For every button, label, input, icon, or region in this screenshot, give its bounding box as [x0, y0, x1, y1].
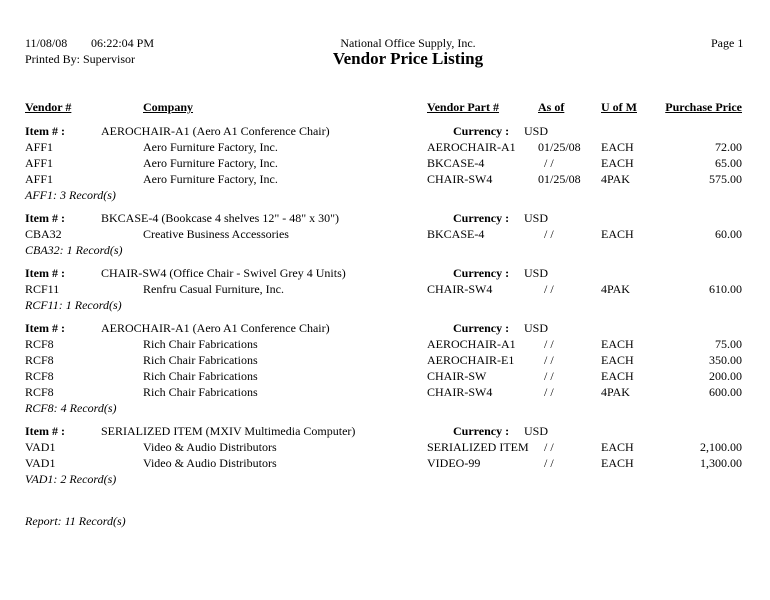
cell-vendor: VAD1 [25, 456, 56, 470]
cell-vendor: RCF8 [25, 353, 54, 367]
cell-part: AEROCHAIR-A1 [427, 337, 516, 351]
cell-part: BKCASE-4 [427, 227, 485, 241]
cell-part: BKCASE-4 [427, 156, 485, 170]
price-row [0, 369, 770, 385]
cell-company: Video & Audio Distributors [143, 456, 277, 470]
print-date: 11/08/08 [25, 36, 68, 50]
group-record-count: RCF11: 1 Record(s) [25, 298, 122, 312]
cell-company: Rich Chair Fabrications [143, 353, 258, 367]
cell-vendor: RCF8 [25, 385, 54, 399]
cell-part: SERIALIZED ITEM [427, 440, 529, 454]
vendor-group [0, 266, 770, 314]
report-record-count: Report: 11 Record(s) [25, 514, 126, 528]
cell-company: Aero Furniture Factory, Inc. [143, 172, 278, 186]
cell-asof: 01/25/08 [538, 140, 581, 154]
cell-asof: / / [538, 353, 554, 367]
group-footer-row [0, 401, 770, 417]
item-number-label: Item # : [25, 211, 65, 225]
cell-price: 75.00 [715, 337, 742, 351]
item-number-label: Item # : [25, 424, 65, 438]
cell-uom: EACH [601, 337, 634, 351]
cell-price: 575.00 [709, 172, 742, 186]
cell-company: Rich Chair Fabrications [143, 337, 258, 351]
cell-uom: EACH [601, 156, 634, 170]
cell-vendor: AFF1 [25, 156, 54, 170]
cell-asof: / / [538, 456, 554, 470]
cell-part: AEROCHAIR-A1 [427, 140, 516, 154]
cell-price: 2,100.00 [700, 440, 742, 454]
currency-label: Currency : [453, 211, 510, 225]
currency-label: Currency : [453, 424, 510, 438]
cell-vendor: RCF8 [25, 369, 54, 383]
cell-asof: 01/25/08 [538, 172, 581, 186]
group-record-count: CBA32: 1 Record(s) [25, 243, 123, 257]
item-number-label: Item # : [25, 266, 65, 280]
currency-value: USD [524, 124, 549, 138]
cell-part: CHAIR-SW4 [427, 172, 493, 186]
vendor-group [0, 211, 770, 259]
cell-asof: / / [538, 337, 554, 351]
vendor-group [0, 424, 770, 488]
item-description: BKCASE-4 (Bookcase 4 shelves 12" - 48" x 30") [101, 211, 340, 225]
cell-vendor: CBA32 [25, 227, 62, 241]
price-row [0, 172, 770, 188]
column-header-uom: U of M [601, 100, 637, 114]
price-row [0, 385, 770, 401]
currency-value: USD [524, 424, 549, 438]
column-header-asof: As of [538, 100, 565, 114]
currency-label: Currency : [453, 124, 510, 138]
cell-vendor: RCF11 [25, 282, 60, 296]
item-header-row [0, 266, 770, 282]
group-record-count: RCF8: 4 Record(s) [25, 401, 117, 415]
item-description: CHAIR-SW4 (Office Chair - Swivel Grey 4 Units) [101, 266, 346, 280]
cell-part: CHAIR-SW [427, 369, 487, 383]
cell-price: 72.00 [715, 140, 742, 154]
cell-uom: EACH [601, 440, 634, 454]
price-row [0, 227, 770, 243]
price-row [0, 140, 770, 156]
cell-price: 65.00 [715, 156, 742, 170]
price-row [0, 282, 770, 298]
item-description: AEROCHAIR-A1 (Aero A1 Conference Chair) [101, 321, 330, 335]
group-record-count: AFF1: 3 Record(s) [25, 188, 116, 202]
page-number: Page 1 [711, 36, 744, 50]
cell-price: 610.00 [709, 282, 742, 296]
price-row [0, 440, 770, 456]
item-header-row [0, 211, 770, 227]
item-number-label: Item # : [25, 321, 65, 335]
column-header-row [0, 100, 770, 116]
cell-vendor: VAD1 [25, 440, 56, 454]
cell-asof: / / [538, 227, 554, 241]
printed-by: Printed By: Supervisor [25, 52, 135, 66]
report-title: Vendor Price Listing [332, 49, 484, 68]
vendor-groups [0, 124, 770, 488]
column-header-vendor: Vendor # [25, 100, 72, 114]
cell-part: CHAIR-SW4 [427, 385, 493, 399]
currency-value: USD [524, 266, 549, 280]
column-header-part: Vendor Part # [427, 100, 499, 114]
item-description: AEROCHAIR-A1 (Aero A1 Conference Chair) [101, 124, 330, 138]
cell-company: Rich Chair Fabrications [143, 369, 258, 383]
currency-value: USD [524, 321, 549, 335]
price-row [0, 156, 770, 172]
company-name: National Office Supply, Inc. [340, 36, 476, 50]
cell-price: 200.00 [709, 369, 742, 383]
item-header-row [0, 321, 770, 337]
print-time: 06:22:04 PM [91, 36, 155, 50]
group-footer-row [0, 472, 770, 488]
cell-asof: / / [538, 440, 554, 454]
cell-price: 60.00 [715, 227, 742, 241]
cell-uom: 4PAK [601, 172, 630, 186]
report-total-row [0, 514, 770, 530]
cell-company: Rich Chair Fabrications [143, 385, 258, 399]
item-header-row [0, 424, 770, 440]
cell-uom: EACH [601, 140, 634, 154]
price-row [0, 353, 770, 369]
column-header-company: Company [143, 100, 194, 114]
report-body [0, 100, 770, 530]
cell-uom: EACH [601, 456, 634, 470]
price-row [0, 456, 770, 472]
cell-company: Aero Furniture Factory, Inc. [143, 156, 278, 170]
cell-asof: / / [538, 282, 554, 296]
item-number-label: Item # : [25, 124, 65, 138]
item-description: SERIALIZED ITEM (MXIV Multimedia Computer) [101, 424, 356, 438]
currency-label: Currency : [453, 321, 510, 335]
cell-uom: EACH [601, 353, 634, 367]
cell-part: VIDEO-99 [427, 456, 481, 470]
cell-part: AEROCHAIR-E1 [427, 353, 515, 367]
group-record-count: VAD1: 2 Record(s) [25, 472, 117, 486]
group-footer-row [0, 188, 770, 204]
cell-vendor: RCF8 [25, 337, 54, 351]
currency-label: Currency : [453, 266, 510, 280]
group-footer-row [0, 298, 770, 314]
cell-uom: 4PAK [601, 282, 630, 296]
cell-price: 1,300.00 [700, 456, 742, 470]
item-header-row [0, 124, 770, 140]
cell-uom: EACH [601, 369, 634, 383]
cell-uom: 4PAK [601, 385, 630, 399]
price-row [0, 337, 770, 353]
column-header-price: Purchase Price [665, 100, 742, 114]
cell-vendor: AFF1 [25, 172, 54, 186]
cell-uom: EACH [601, 227, 634, 241]
group-footer-row [0, 243, 770, 259]
cell-part: CHAIR-SW4 [427, 282, 493, 296]
cell-company: Creative Business Accessories [143, 227, 289, 241]
vendor-group [0, 321, 770, 417]
vendor-group [0, 124, 770, 204]
cell-price: 600.00 [709, 385, 742, 399]
cell-asof: / / [538, 385, 554, 399]
cell-asof: / / [538, 369, 554, 383]
cell-company: Video & Audio Distributors [143, 440, 277, 454]
cell-asof: / / [538, 156, 554, 170]
cell-price: 350.00 [709, 353, 742, 367]
cell-vendor: AFF1 [25, 140, 54, 154]
currency-value: USD [524, 211, 549, 225]
cell-company: Renfru Casual Furniture, Inc. [143, 282, 284, 296]
cell-company: Aero Furniture Factory, Inc. [143, 140, 278, 154]
